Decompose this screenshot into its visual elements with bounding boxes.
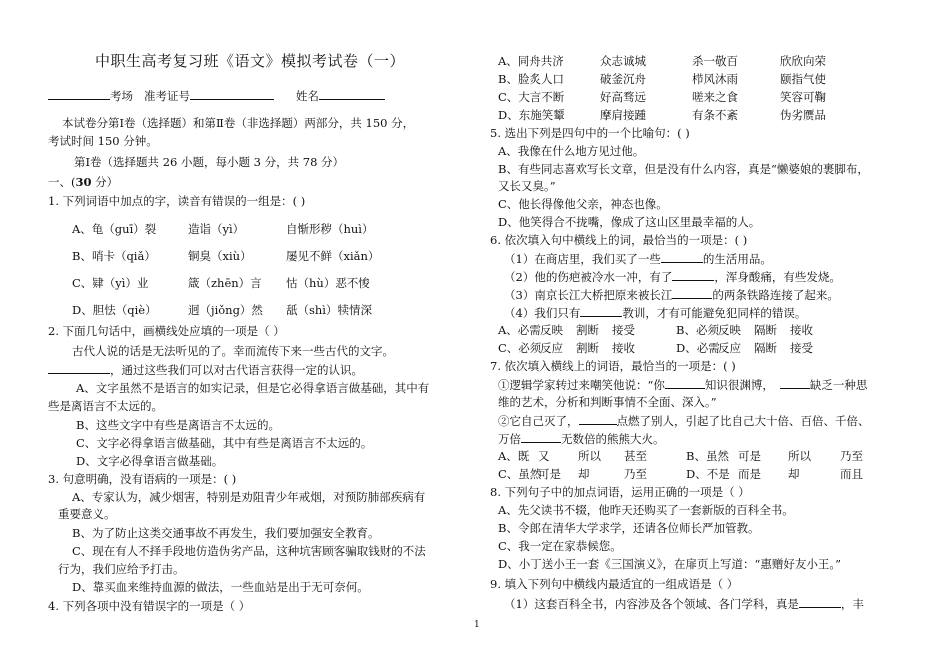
q3-stem: 3. 句意明确，没有语病的一项是：( ) — [48, 472, 237, 486]
q7-options-cd: C、虽然可是 却 乃至 D、不是 而是 却 而且 — [498, 467, 863, 481]
q9-stem: 9. 填入下列句中横线内最适宜的一组成语是（ ） — [490, 577, 739, 591]
q2-option-b: B、这些文字中有些是离语言不太远的。 — [76, 418, 280, 432]
q6-stem: 6. 依次填入句中横线上的词，最恰当的一项是：( ) — [490, 233, 748, 247]
q2-option-c: C、文字必得拿语言做基础，其中有些是离语言不太远的。 — [76, 436, 373, 450]
q3-option-b: B、为了防止这类交通事故不再发生，我们要加强安全教育。 — [72, 526, 380, 540]
q5-option-a: A、我像在什么地方见过他。 — [498, 144, 645, 158]
q3-option-a-2: 重要意义。 — [58, 507, 116, 521]
q4-option-a: A、同舟共济 众志诚城 杀一敬百 欣欣向荣 — [498, 54, 826, 68]
q5-option-b-2: 又长又臭。” — [498, 179, 556, 193]
q7-stem: 7. 依次填入横线上的词语，最恰当的一项是：( ) — [490, 359, 736, 373]
q2-option-a-1: A、文字虽然不是语言的如实记录，但是它必得拿语言做基础，其中有 — [76, 381, 430, 395]
q2-passage-1: 古代人说的话是无法听见的了。幸而流传下来一些古代的文字。 — [72, 344, 394, 358]
q8-option-b: B、令郎在清华大学求学，还请各位师长严加管教。 — [498, 521, 760, 535]
q6-sentence-4: （4）我们只有 教训，才有可能避免犯同样的错误。 — [504, 306, 807, 320]
q8-stem: 8. 下列句子中的加点词语，运用正确的一项是（ ） — [490, 485, 750, 499]
q4-option-b: B、脸炙人口 破釜沉舟 栉风沐雨 颐指气使 — [498, 72, 826, 86]
q3-option-a-1: A、专家认为，减少烟害，特别是劝阻青少年戒烟，对预防肺部疾病有 — [72, 490, 426, 504]
q6-sentence-2: （2）他的伤疤被冷水一冲，有了 ，浑身酸痛，有些发烧。 — [504, 270, 841, 284]
q8-option-a: A、先父读书不辍，他昨天还购买了一套新版的百科全书。 — [498, 503, 794, 517]
q5-stem: 5. 选出下列是四句中的一个比喻句：( ) — [490, 126, 690, 140]
q6-sentence-1: （1）在商店里，我们买了一些 的生活用品。 — [504, 252, 772, 266]
q5-option-d: D、他笑得合不拢嘴，像成了这山区里最幸福的人。 — [498, 215, 761, 229]
page-title: 中职生高考复习班《语文》模拟考试卷（一） — [95, 52, 406, 70]
q8-option-c: C、我一定在家恭候您。 — [498, 539, 622, 553]
q7-options-ab: A、既 又 所以 甚至 B、虽然 可是 所以 乃至 — [498, 449, 863, 463]
q9-sentence-1: （1）这套百科全书，内容涉及各个领域、各门学科，真是 ，丰 — [504, 597, 864, 611]
q3-option-d: D、靠买血来维持血源的做法，一些血站是出于无可奈何。 — [72, 580, 369, 594]
q2-passage-2: ，通过这些我们可以对古代语言获得一定的认识。 — [48, 361, 363, 378]
q5-option-c: C、他长得像他父亲，神态也像。 — [498, 197, 668, 211]
q5-option-b-1: B、有些同志喜欢写长文章，但是没有什么内容，真是“懒婆娘的裹脚布， — [498, 162, 869, 176]
section-heading: 一、(30 分） — [48, 175, 119, 189]
q1-stem: 1. 下列词语中加点的字，读音有错误的一组是：( ) — [48, 194, 306, 208]
q1-option-a: A、龟（guī）裂 造诣（yì） 自惭形秽（huì） — [72, 222, 374, 236]
q1-option-d: D、胆怯（qiè） 迥（jiǒng）然 舐（shì）犊情深 — [72, 303, 372, 317]
exam-info-line: 考场 准考证号 姓名 — [48, 87, 385, 104]
q1-option-b: B、哨卡（qiǎ） 铜臭（xiù） 屡见不鲜（xiǎn） — [72, 249, 380, 263]
q1-option-c: C、肄（yì）业 箴（zhēn）言 怙（hù）恶不悛 — [72, 276, 370, 290]
q7-passage-2: 维的艺术，分析和判断事情不全面、深入。” — [498, 395, 717, 409]
page-number: 1 — [474, 620, 480, 630]
intro-line-1: 本试卷分第Ⅰ卷（选择题）和第Ⅱ卷（非选择题）两部分，共 150 分， — [62, 116, 415, 130]
q7-passage-1: ①逻辑学家转过来嘲笑他说：“你 知识很渊博， 缺乏一种思 — [498, 378, 868, 392]
intro-line-3: 第Ⅰ卷（选择题共 26 小题，每小题 3 分，共 78 分） — [74, 155, 345, 169]
q2-option-d: D、文字必得拿语言做基础。 — [76, 454, 224, 468]
q6-options-ab: A、必需反映 割断 接受 B、必须反映 隔断 接收 — [498, 323, 813, 337]
q2-stem: 2. 下面几句话中，画横线处应填的一项是（ ） — [48, 324, 285, 338]
q8-option-d: D、小丁送小王一套《三国演义》，在扉页上写道：“惠赠好友小王。” — [498, 557, 841, 571]
q3-option-c-2: 行为，我们应给予打击。 — [58, 562, 185, 576]
q3-option-c-1: C、现在有人不择手段地仿造伪劣产品，这种坑害顾客骗取钱财的不法 — [72, 544, 426, 558]
q6-options-cd: C、必须反应 割断 接收 D、必需反应 隔断 接受 — [498, 341, 813, 355]
q2-option-a-2: 些是离语言不太远的。 — [48, 399, 163, 413]
intro-line-2: 考试时间 150 分钟。 — [48, 134, 158, 148]
q4-option-d: D、东施笑颦 摩肩接踵 有条不紊 伪劣赝品 — [498, 108, 826, 122]
q4-option-c: C、大言不断 好高骛远 嗟来之食 笑容可鞠 — [498, 90, 826, 104]
q7-passage-3: ②它自己灭了， 点燃了别人，引起了比自己大十倍、百倍、千倍、 — [498, 414, 870, 428]
q6-sentence-3: （3）南京长江大桥把原来被长江 的两条铁路连接了起来。 — [504, 288, 839, 302]
q4-stem: 4. 下列各项中没有错误字的一项是（ ） — [48, 599, 251, 613]
q7-passage-4: 万倍 无数倍的熊熊大火。 — [498, 432, 665, 446]
